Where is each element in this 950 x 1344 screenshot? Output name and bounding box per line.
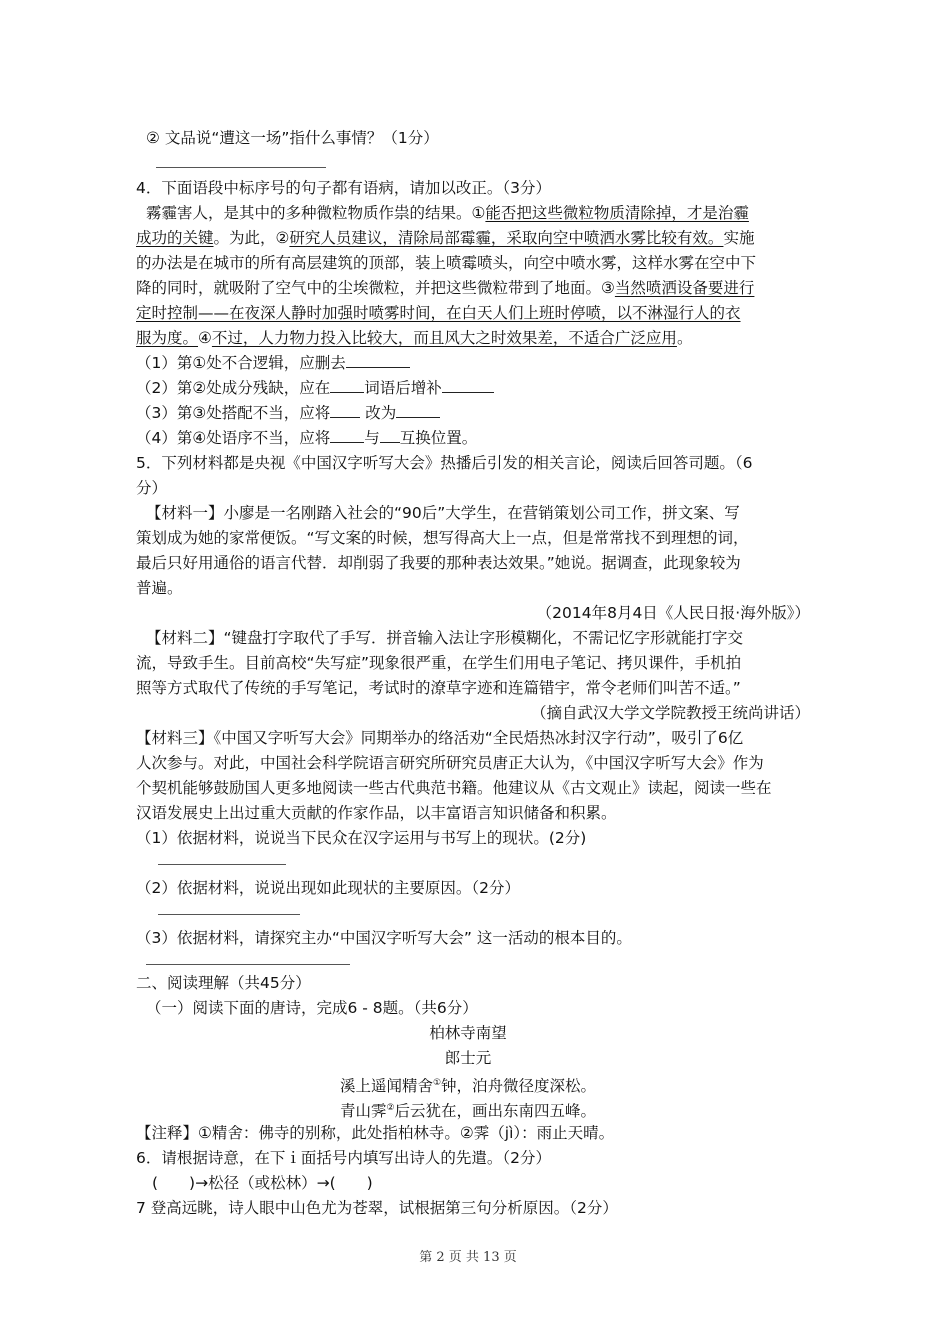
underlined-sentence-2: 研究人员建议，清除局部霉霾，采取向空中喷洒水雾比较有效。 <box>289 229 724 247</box>
question-5-title: 分） <box>136 479 168 497</box>
fill-blank[interactable] <box>442 378 494 393</box>
material-2-line: 照等方式取代了传统的手写笔记，考试时的潦草字迹和连篇错宇，常令老师们叫苦不适。” <box>136 679 741 697</box>
question-6: 6．请根据诗意，在下ｉ面括号内填写出诗人的先遣。（2分） <box>136 1149 551 1167</box>
passage-text: ④ <box>198 329 212 347</box>
question-5-sub-2: （2）依据材料，说说出现如此现状的主要原因。（2分） <box>136 879 520 897</box>
passage-line <box>136 328 692 348</box>
poem-title: 柏林寺南望 <box>429 1024 507 1042</box>
material-3-line: 人次参与。对此，中国社会科学院语言研究所研究员唐正大认为，《中国汉字听写大会》作为 <box>136 754 764 772</box>
question-3-sub-2: ② 文品说“遭这一场”指什么事情？（1分） <box>146 129 439 147</box>
answer-line[interactable] <box>146 964 350 965</box>
poem-notes: 【注释】①精舍：佛寺的别称，此处指柏林寺。②霁（jì）：雨止天晴。 <box>136 1124 615 1142</box>
passage-text: 实施 <box>723 229 755 247</box>
footnote-mark: ① <box>432 1078 442 1088</box>
section-2-title: 二、阅读理解（共45分） <box>136 974 311 992</box>
fill-blank[interactable] <box>380 428 400 443</box>
item-text: 互换位置。 <box>399 429 478 447</box>
question-5-title: 5．下列材料都是央视《中国汉字听写大会》热播后引发的相关言论，阅读后回答司题。（6 <box>136 454 753 472</box>
material-3-line: 汉语发展史上出过重大贡献的作家作品，以丰富语言知识储备和积累。 <box>136 804 617 822</box>
item-text: 词语后增补 <box>364 379 442 397</box>
underlined-sentence-1: 能否把这些微粒物质清除掉，才是治霾 <box>485 204 749 222</box>
poem-text: 钟，泊舟微径度深松。 <box>441 1077 597 1095</box>
section-2-part-1: （一）阅读下面的唐诗，完成6 - 8题。（共6分） <box>146 999 478 1017</box>
question-5-sub-3: （3）依据材料，请探究主办“中国汉字听写大会” 这一活动的根本目的。 <box>136 929 632 947</box>
underlined-sentence-3: 定时控制——在夜深人静时加强时喷雾时间，在白天人们上班时停喷，以不淋湿行人的衣 <box>136 304 741 322</box>
passage-line <box>136 278 754 298</box>
passage-text: 。 <box>676 329 693 347</box>
poem-line-1 <box>0 1073 936 1096</box>
answer-line[interactable] <box>158 914 300 915</box>
fill-blank[interactable] <box>330 378 364 393</box>
item-text: （2）第②处成分残缺，应在 <box>136 379 331 397</box>
passage-line <box>146 203 749 223</box>
material-2-source: （摘自武汉大学文学院教授王统尚讲话） <box>530 704 810 722</box>
material-3-line: 个契机能够鼓励国人更多地阅读一些古代典范书籍。他建议从《古文观止》读起，阅读一些在 <box>136 779 772 797</box>
material-2-line: 流，导致手生。目前高校“失写症”现象很严重，在学生们用电子笔记、拷贝课件，手机拍 <box>136 654 742 672</box>
material-3-line: 【材料三】《中国又字听写大会》同期举办的络活劝“全民焐热冰封汉字行动”，吸引了6亿 <box>136 729 744 747</box>
item-text: 与 <box>364 429 380 447</box>
item-text: 改为 <box>360 404 397 422</box>
item-text: （4）第④处语序不当，应将 <box>136 429 331 447</box>
material-1-line: 策划成为她的家常便饭。“写文案的时候，想写得高大上一点，但是常常找不到理想的词， <box>136 529 749 547</box>
poem-line-2 <box>0 1098 936 1121</box>
material-1-line: 【材料一】小廖是一名刚踏入社会的“90后”大学生，在营销策划公司工作，拼文案、写 <box>146 504 740 522</box>
question-6-blanks: ( )→松径（或松林）→( ) <box>152 1174 373 1192</box>
item-text: （1）第①处不合逻辑，应删去 <box>136 354 346 372</box>
passage-line <box>136 228 754 248</box>
fill-blank[interactable] <box>396 403 440 418</box>
material-1-line: 最后只好用通俗的语言代替．却削弱了我要的那种表达效果。”她说。据调查，此现象较为 <box>136 554 741 572</box>
question-5-sub-1: （1）依据材料，说说当下民众在汉字运用与书写上的现状。(2分) <box>136 829 587 847</box>
answer-line[interactable] <box>158 864 286 865</box>
underlined-sentence-3: 服为度。 <box>136 329 199 347</box>
question-4-item-2 <box>136 378 494 398</box>
question-4-title: 4．下面语段中标序号的句子都有语病，请加以改正。（3分） <box>136 179 551 197</box>
poem-text: 青山霁 <box>339 1102 387 1120</box>
passage-text: 霧霾害人，是其中的多种微粒物质作祟的结果。① <box>146 204 486 222</box>
poem-text: 后云犹在，画出东南四五峰。 <box>394 1102 597 1120</box>
passage-text: 。为此，② <box>213 229 290 247</box>
question-4-item-1 <box>136 353 410 373</box>
answer-line <box>156 167 326 168</box>
underlined-sentence-1: 成功的关键 <box>136 229 214 247</box>
question-4-item-3 <box>136 403 440 423</box>
fill-blank[interactable] <box>330 403 360 418</box>
poem-text: 溪上遥闻精舍 <box>339 1077 433 1095</box>
passage-line <box>136 303 741 323</box>
passage-line: 的办法是在城市的所有高层建筑的顶部，装上喷霉喷头，向空中喷水雾，这样水雾在空中下 <box>136 254 757 272</box>
footnote-mark: ② <box>386 1103 395 1113</box>
material-2-line: 【材料二】“键盘打字取代了手写．拼音输入法让字形模糊化，不需记忆字形就能打字交 <box>146 629 744 647</box>
passage-text: 降的同时，就吸附了空气中的尘埃微粒，并把这些微粒带到了地面。③ <box>136 279 615 297</box>
underlined-sentence-3: 当然喷洒设备要进行 <box>614 279 755 297</box>
page-footer: 第 2 页 共 13 页 <box>419 1250 517 1265</box>
item-text: （3）第③处搭配不当，应将 <box>136 404 331 422</box>
fill-blank[interactable] <box>346 353 410 368</box>
question-4-item-4 <box>136 428 477 448</box>
fill-blank[interactable] <box>330 428 364 443</box>
question-7: 7 登高远眺，诗人眼中山色尤为苍翠，试根据第三句分析原因。（2分） <box>136 1199 618 1217</box>
material-1-source: （2014年8月4日《人民日报·海外版》） <box>536 604 810 622</box>
material-1-line: 普遍。 <box>136 579 183 597</box>
poem-author: 郎士元 <box>444 1049 492 1067</box>
underlined-sentence-4: 不过，人力物力投入比较大，而且风大之时效果差，不适合广泛应用 <box>211 329 677 347</box>
